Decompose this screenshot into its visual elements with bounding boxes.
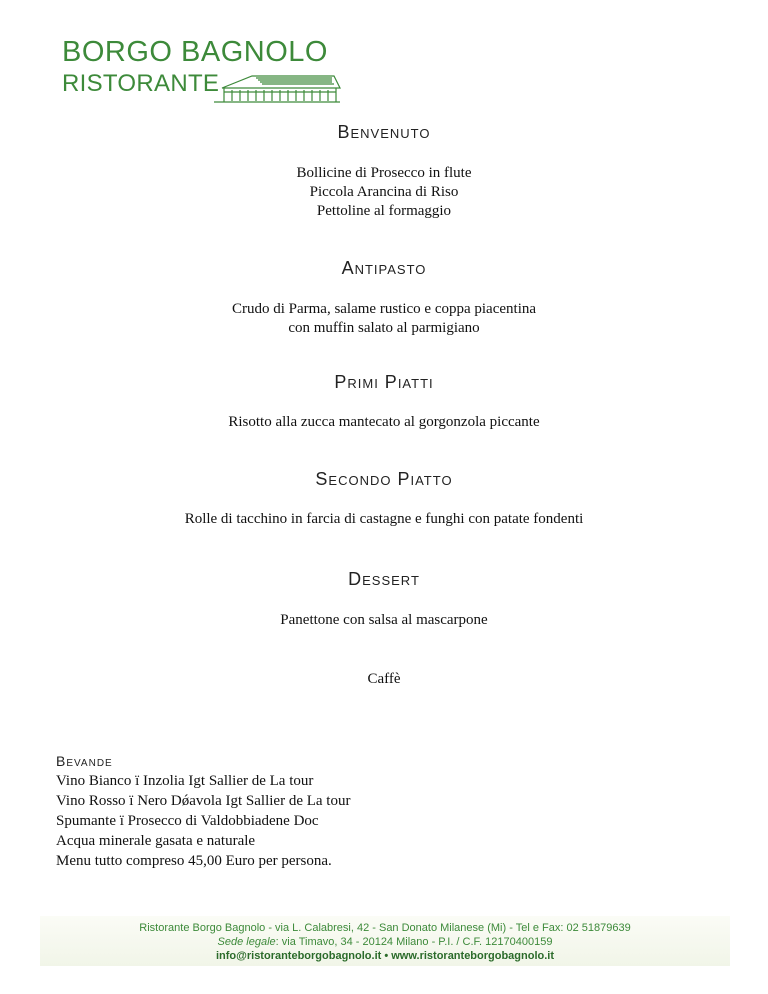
section-title-secondo: Secondo Piatto bbox=[315, 469, 453, 489]
drink-item: Spumante ï Prosecco di Valdobbiadene Doc bbox=[56, 813, 319, 829]
footer-legal-text: : via Timavo, 34 - 20124 Milano - P.I. / C.F. 12170400159 bbox=[275, 936, 553, 948]
section-title-primi: Primi Piatti bbox=[334, 372, 434, 392]
restaurant-building-icon bbox=[212, 68, 342, 104]
menu-item: Pettoline al formaggio bbox=[316, 203, 452, 219]
footer-legal-label: Sede legale bbox=[217, 936, 276, 948]
drinks-block bbox=[56, 753, 350, 871]
drinks-title: Bevande bbox=[56, 753, 113, 769]
section-title-antipasto: Antipasto bbox=[341, 258, 427, 278]
menu-item: con muffin salato al parmigiano bbox=[288, 320, 480, 336]
logo-name: BORGO BAGNOLO bbox=[62, 36, 328, 68]
drink-item: Acqua minerale gasata e naturale bbox=[56, 833, 256, 849]
restaurant-logo bbox=[62, 36, 352, 106]
footer-contacts: info@ristoranteborgobagnolo.it • www.ristoranteborgobagnolo.it bbox=[215, 950, 555, 962]
menu-item: Caffè bbox=[367, 671, 401, 687]
footer bbox=[40, 916, 730, 966]
menu-item: Piccola Arancina di Riso bbox=[309, 184, 459, 200]
menu-price: Menu tutto compreso 45,00 Euro per persona. bbox=[56, 853, 332, 869]
menu-item: Rolle di tacchino in farcia di castagne e funghi con patate fondenti bbox=[184, 511, 584, 527]
drink-item: Vino Bianco ï Inzolia Igt Sallier de La tour bbox=[56, 773, 314, 789]
menu-item: Panettone con salsa al mascarpone bbox=[280, 612, 488, 628]
section-title-dessert: Dessert bbox=[348, 569, 420, 589]
footer-legal bbox=[40, 936, 730, 948]
menu-item: Crudo di Parma, salame rustico e coppa piacentina bbox=[231, 301, 537, 317]
logo-subtitle: RISTORANTE bbox=[62, 70, 220, 97]
menu-item: Risotto alla zucca mantecato al gorgonzola piccante bbox=[228, 414, 540, 430]
section-title-benvenuto: Benvenuto bbox=[337, 122, 431, 142]
menu-item: Bollicine di Prosecco in flute bbox=[296, 165, 472, 181]
drink-item: Vino Rosso ï Nero Dǿavola Igt Sallier de La tour bbox=[56, 793, 351, 809]
footer-address: Ristorante Borgo Bagnolo - via L. Calabresi, 42 - San Donato Milanese (Mi) - Tel e Fax: 02 51879639 bbox=[139, 922, 631, 934]
